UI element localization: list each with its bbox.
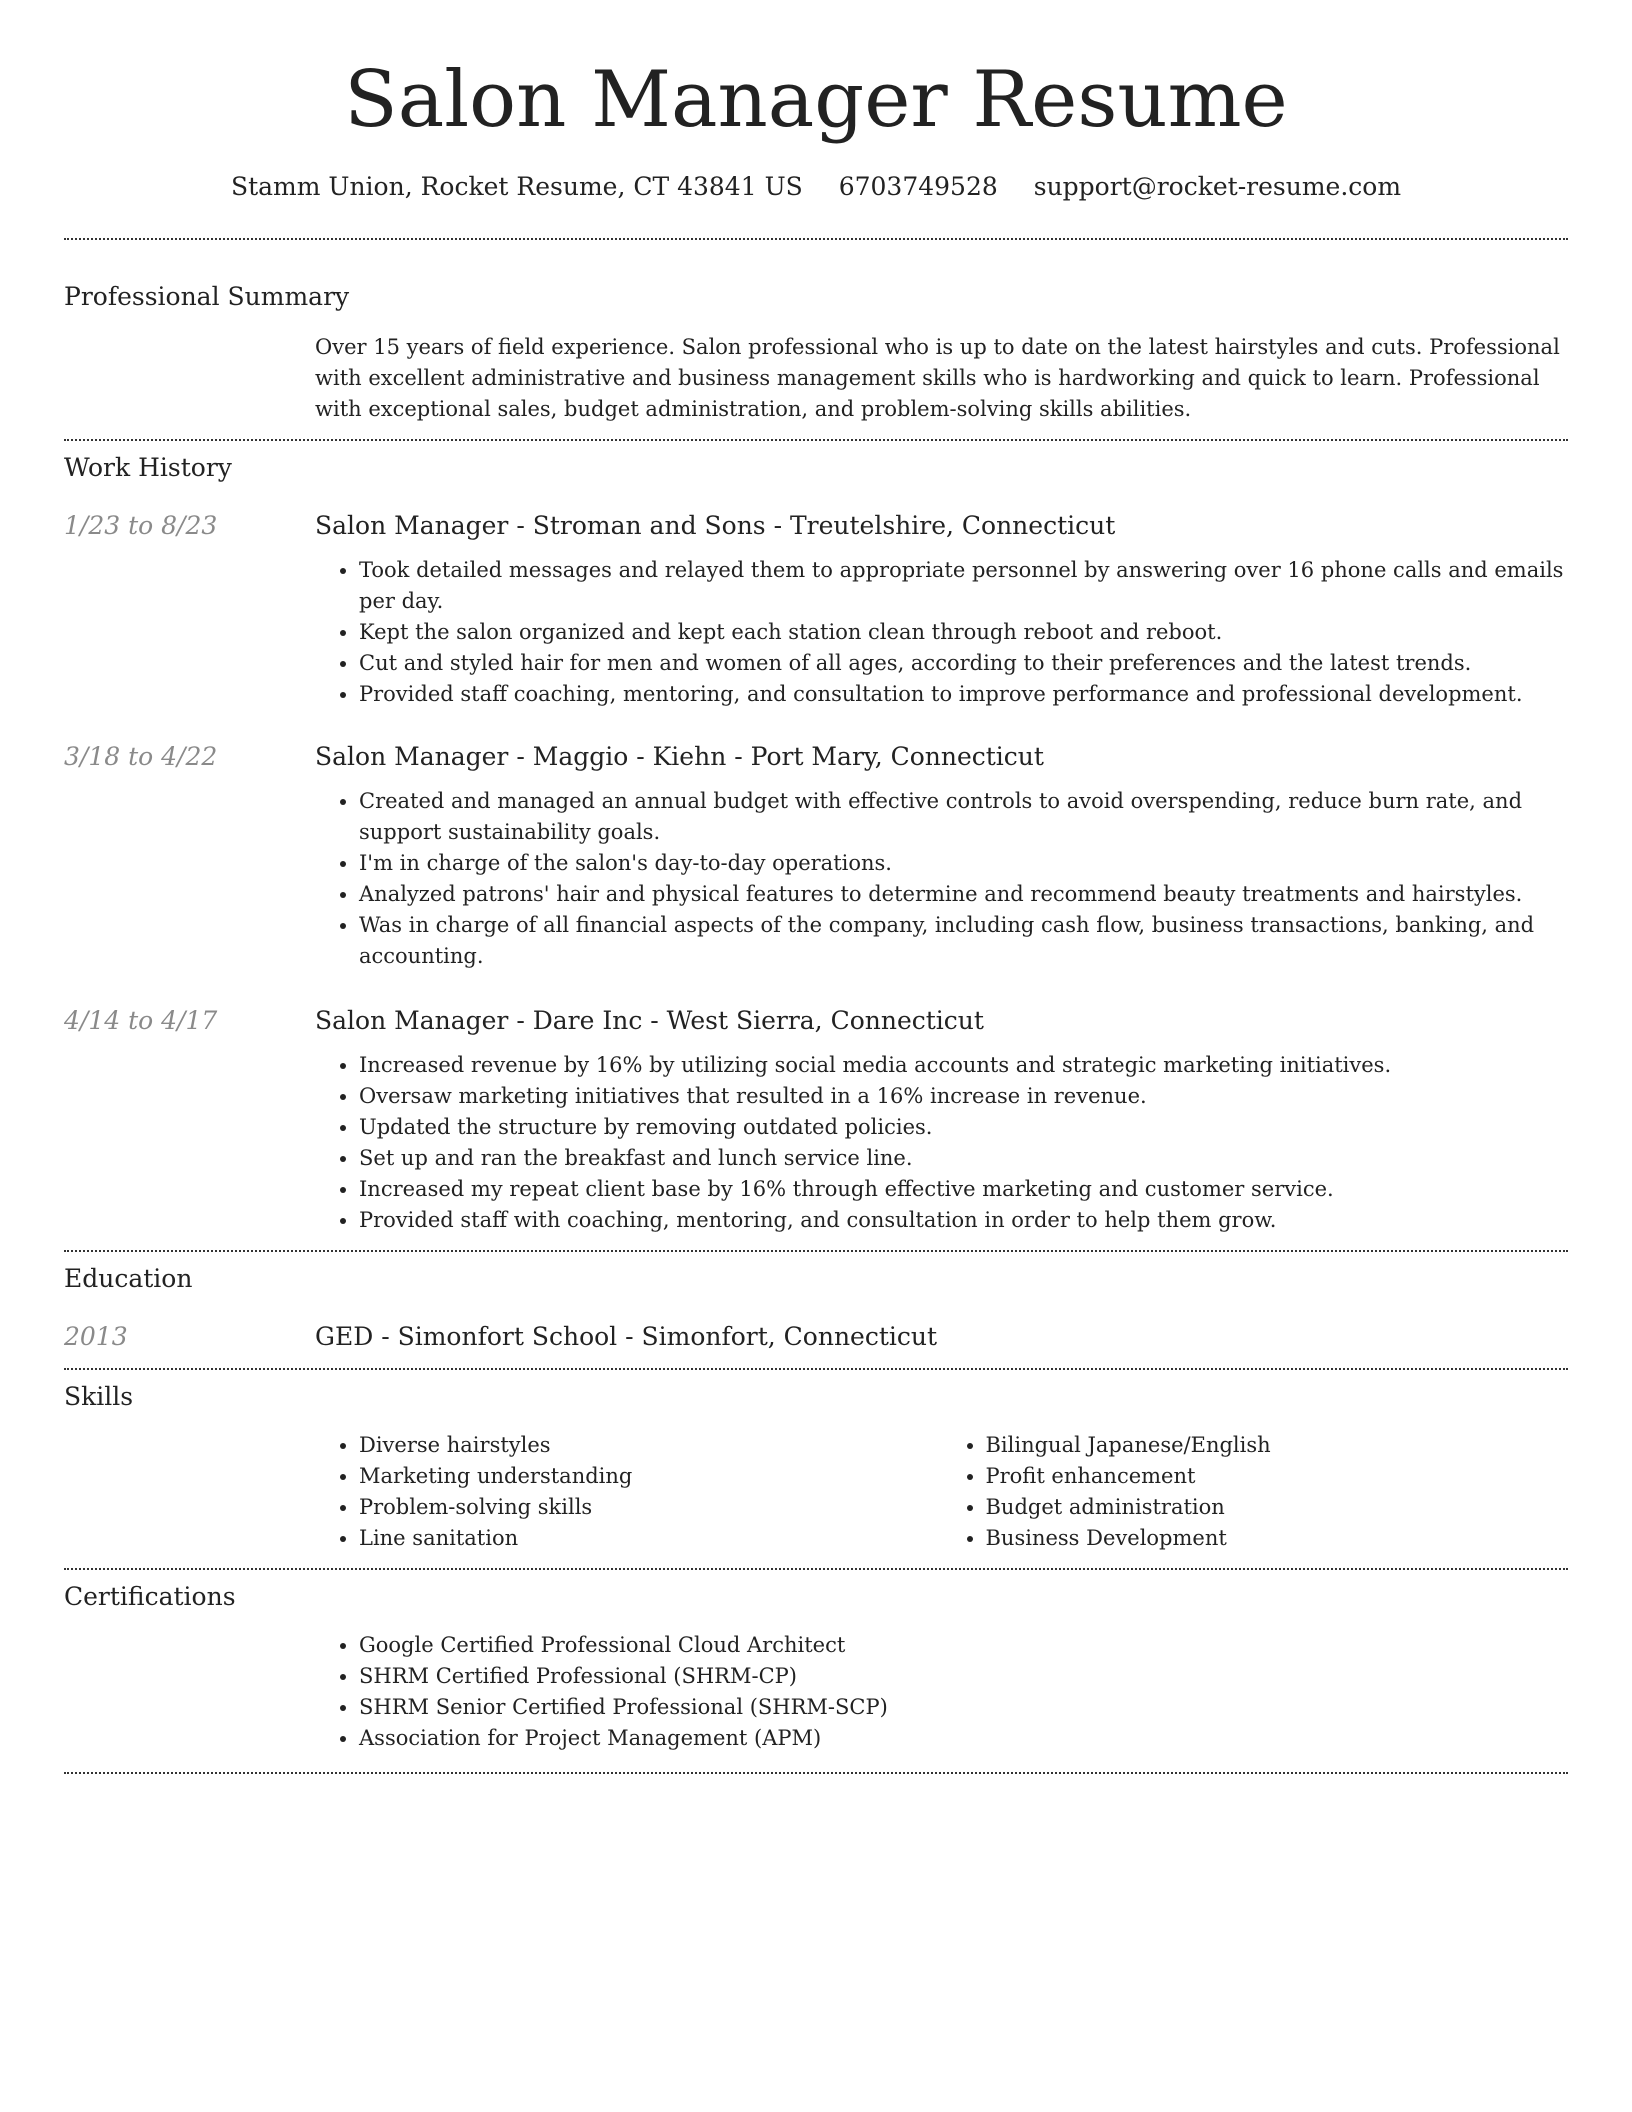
list-item: • Kept the salon organized and kept each station clean through reboot and reboot. [359, 617, 1568, 648]
work-history-section [64, 451, 1568, 1236]
divider [64, 1368, 1568, 1370]
certification-item: • Google Certified Professional Cloud Architect [359, 1630, 1568, 1661]
section-title-certifications: Certifications [64, 1582, 236, 1611]
summary-section [64, 280, 1568, 425]
skill-item: • Line sanitation [359, 1523, 942, 1554]
list-item: • Provided staff with coaching, mentoring, and consultation in order to help them grow. [359, 1205, 1568, 1236]
list-item: • Oversaw marketing initiatives that resulted in a 16% increase in revenue. [359, 1081, 1568, 1112]
certification-item: • Association for Project Management (APM) [359, 1723, 1568, 1754]
education-entry [64, 1320, 1568, 1354]
list-item: • Increased revenue by 16% by utilizing social media accounts and strategic marketing initiatives. [359, 1050, 1568, 1081]
skill-item: • Marketing understanding [359, 1461, 942, 1492]
job-bullets [315, 1050, 1568, 1236]
section-title-education: Education [64, 1264, 193, 1293]
skill-item: • Profit enhancement [986, 1461, 1569, 1492]
divider [64, 439, 1568, 441]
list-item: • Cut and styled hair for men and women of all ages, according to their preferences and the latest trends. [359, 648, 1568, 679]
education-section [64, 1262, 1568, 1354]
section-title-skills: Skills [64, 1382, 134, 1411]
certification-item: • SHRM Certified Professional (SHRM-CP) [359, 1661, 1568, 1692]
list-item: • I'm in charge of the salon's day-to-day operations. [359, 848, 1568, 879]
divider [64, 238, 1568, 240]
job-entry [64, 509, 1568, 710]
divider [64, 1250, 1568, 1252]
education-year: 2013 [64, 1322, 128, 1351]
list-item: • Created and managed an annual budget with effective controls to avoid overspending, reduce burn rate, and support sustainability goals. [359, 786, 1568, 848]
contact-address: Stamm Union, Rocket Resume, CT 43841 US [230, 172, 803, 201]
job-heading: Salon Manager - Stroman and Sons - Treutelshire, Connecticut [315, 511, 1116, 540]
summary-text: Over 15 years of field experience. Salon professional who is up to date on the latest hairstyles and cuts. Professional with excellent administrative and business management skills who is hardworking and quick to learn. Professional with exceptional sales, budget administration, and problem-solving skills abilities. [315, 335, 1560, 421]
divider [64, 1772, 1568, 1774]
list-item: • Set up and ran the breakfast and lunch service line. [359, 1143, 1568, 1174]
contact-line [64, 170, 1568, 204]
skills-section [64, 1380, 1568, 1554]
list-item: • Provided staff coaching, mentoring, and consultation to improve performance and professional development. [359, 679, 1568, 710]
certification-item: • SHRM Senior Certified Professional (SHRM-SCP) [359, 1692, 1568, 1723]
skill-item: • Business Development [986, 1523, 1569, 1554]
contact-phone: 6703749528 [838, 172, 998, 201]
education-heading: GED - Simonfort School - Simonfort, Connecticut [315, 1322, 938, 1351]
job-entry [64, 1004, 1568, 1236]
skill-item: • Budget administration [986, 1492, 1569, 1523]
skill-item: • Problem-solving skills [359, 1492, 942, 1523]
resume-title: Salon Manager Resume [344, 55, 1288, 145]
job-bullets [315, 555, 1568, 710]
job-heading: Salon Manager - Maggio - Kiehn - Port Mary, Connecticut [315, 742, 1044, 771]
job-dates: 4/14 to 4/17 [64, 1006, 218, 1035]
skill-item: • Bilingual Japanese/English [986, 1430, 1569, 1461]
skill-item: • Diverse hairstyles [359, 1430, 942, 1461]
section-title-work-history: Work History [64, 453, 232, 482]
list-item: • Increased my repeat client base by 16% through effective marketing and customer service. [359, 1174, 1568, 1205]
list-item: • Updated the structure by removing outdated policies. [359, 1112, 1568, 1143]
certifications-section [64, 1580, 1568, 1754]
list-item: • Analyzed patrons' hair and physical features to determine and recommend beauty treatments and hairstyles. [359, 879, 1568, 910]
certifications-list [315, 1630, 1568, 1754]
list-item: • Was in charge of all financial aspects of the company, including cash flow, business transactions, banking, and accounting. [359, 910, 1568, 972]
job-bullets [315, 786, 1568, 972]
skills-list-left [315, 1430, 942, 1554]
list-item: • Took detailed messages and relayed them to appropriate personnel by answering over 16 phone calls and emails per day. [359, 555, 1568, 617]
contact-email: support@rocket-resume.com [1033, 172, 1402, 201]
skills-list-right [942, 1430, 1569, 1554]
job-dates: 3/18 to 4/22 [64, 742, 218, 771]
job-dates: 1/23 to 8/23 [64, 511, 218, 540]
job-heading: Salon Manager - Dare Inc - West Sierra, Connecticut [315, 1006, 984, 1035]
resume-page [64, 0, 1568, 1774]
job-entry [64, 740, 1568, 972]
section-title-summary: Professional Summary [64, 282, 350, 311]
divider [64, 1568, 1568, 1570]
